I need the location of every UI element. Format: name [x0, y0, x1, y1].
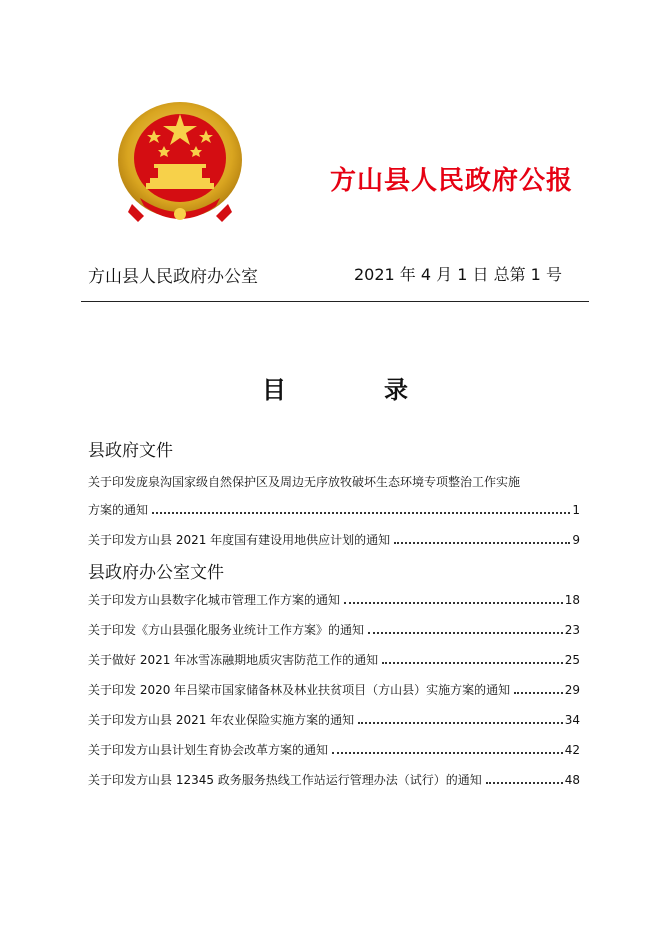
toc-entry-page: 9: [572, 533, 580, 547]
toc-entry-title: 关于印发方山县 12345 政务服务热线工作站运行管理办法（试行）的通知: [88, 773, 482, 787]
toc-entry-page: 25: [564, 653, 580, 667]
toc-entry-title: 关于印发方山县 2021 年度国有建设用地供应计划的通知: [88, 533, 391, 547]
toc-entry-title: 方案的通知: [88, 503, 149, 517]
toc-title-char: 录: [384, 375, 408, 404]
toc-entry-page: 23: [564, 623, 580, 637]
toc-entry-title: 关于印发方山县 2021 年农业保险实施方案的通知: [88, 713, 355, 727]
section-heading: 县政府文件: [88, 441, 173, 461]
toc-entry: [88, 652, 580, 668]
toc-entry: [88, 592, 580, 608]
section-heading: 县政府办公室文件: [88, 563, 224, 583]
toc-entry-page: 1: [572, 503, 580, 517]
toc-entry: [88, 502, 580, 518]
dot-leader: [332, 752, 563, 754]
toc-entry-page: 18: [564, 593, 580, 607]
dot-leader: [368, 632, 563, 634]
toc-entry-title: 关于印发方山县数字化城市管理工作方案的通知: [88, 593, 341, 607]
toc-entry-title: 关于印发《方山县强化服务业统计工作方案》的通知: [88, 623, 365, 637]
toc-entry-page: 34: [564, 713, 580, 727]
dot-leader: [514, 692, 563, 694]
dot-leader: [152, 512, 570, 514]
national-emblem-icon: [110, 100, 250, 232]
toc-entry: [88, 742, 580, 758]
toc-entry-title: 关于做好 2021 年冰雪冻融期地质灾害防范工作的通知: [88, 653, 379, 667]
dot-leader: [344, 602, 563, 604]
dot-leader: [358, 722, 563, 724]
toc-entry: [88, 622, 580, 638]
toc-entry-title: 关于印发方山县计划生育协会改革方案的通知: [88, 743, 329, 757]
toc-entry-line: 关于印发庞泉沟国家级自然保护区及周边无序放牧破坏生态环境专项整治工作实施: [88, 475, 521, 489]
dot-leader: [382, 662, 563, 664]
toc-entry-page: 42: [564, 743, 580, 757]
toc-entry-page: 29: [564, 683, 580, 697]
dot-leader: [486, 782, 563, 784]
toc-entry-title: 关于印发 2020 年吕梁市国家储备林及林业扶贫项目（方山县）实施方案的通知: [88, 683, 511, 697]
toc-entry: [88, 712, 580, 728]
bulletin-title: 方山县人民政府公报: [330, 166, 574, 196]
toc-entry-page: 48: [564, 773, 580, 787]
toc-title: [0, 370, 662, 404]
toc-entry: [88, 772, 580, 788]
toc-entry: [88, 532, 580, 548]
dot-leader: [394, 542, 570, 544]
toc-entry: [88, 682, 580, 698]
issue-date-number: 2021 年 4 月 1 日 总第 1 号: [354, 265, 562, 284]
header-divider: [81, 301, 589, 302]
toc-title-char: 目: [262, 375, 286, 404]
issuer-name: 方山县人民政府办公室: [88, 267, 258, 287]
